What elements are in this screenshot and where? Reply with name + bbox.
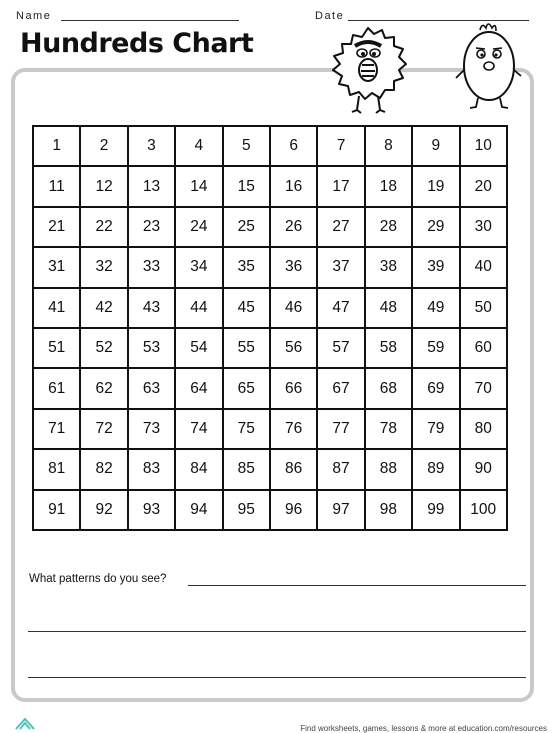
chart-row: [33, 126, 507, 166]
name-line[interactable]: [61, 20, 239, 21]
chart-cell: 24: [175, 207, 222, 247]
chart-cell: 5: [223, 126, 270, 166]
date-label: Date: [315, 10, 345, 22]
chart-cell: 2: [80, 126, 127, 166]
name-label: Name: [16, 10, 52, 22]
chart-cell: 14: [175, 166, 222, 206]
fuzzy-monster-icon: [322, 20, 414, 116]
chart-cell: 36: [270, 247, 317, 287]
chart-row: [33, 449, 507, 489]
chart-cell: 75: [223, 409, 270, 449]
chart-row: [33, 247, 507, 287]
chart-cell: 29: [412, 207, 459, 247]
chart-cell: 95: [223, 490, 270, 530]
chart-cell: 8: [365, 126, 412, 166]
chart-cell: 11: [33, 166, 80, 206]
chart-cell: 94: [175, 490, 222, 530]
chart-row: [33, 409, 507, 449]
footer-text: Find worksheets, games, lessons & more at education.com/resources: [300, 724, 547, 733]
chart-cell: 26: [270, 207, 317, 247]
chart-cell: 71: [33, 409, 80, 449]
chart-cell: 31: [33, 247, 80, 287]
answer-line-3[interactable]: [28, 677, 526, 678]
chart-cell: 88: [365, 449, 412, 489]
chart-cell: 32: [80, 247, 127, 287]
chart-cell: 38: [365, 247, 412, 287]
chart-cell: 53: [128, 328, 175, 368]
chart-cell: 84: [175, 449, 222, 489]
chart-cell: 30: [460, 207, 507, 247]
chart-cell: 45: [223, 288, 270, 328]
chart-cell: 62: [80, 368, 127, 408]
chart-cell: 70: [460, 368, 507, 408]
chart-cell: 51: [33, 328, 80, 368]
chart-row: [33, 328, 507, 368]
chart-cell: 91: [33, 490, 80, 530]
chart-cell: 86: [270, 449, 317, 489]
chart-cell: 54: [175, 328, 222, 368]
chart-cell: 96: [270, 490, 317, 530]
chart-cell: 67: [317, 368, 364, 408]
chart-cell: 20: [460, 166, 507, 206]
chart-cell: 4: [175, 126, 222, 166]
chart-cell: 21: [33, 207, 80, 247]
chart-cell: 58: [365, 328, 412, 368]
answer-line-1[interactable]: [188, 585, 526, 586]
chart-cell: 69: [412, 368, 459, 408]
education-logo-icon: [14, 716, 36, 730]
hundreds-chart-table: [32, 125, 508, 531]
chart-cell: 17: [317, 166, 364, 206]
chart-cell: 19: [412, 166, 459, 206]
chart-row: [33, 490, 507, 530]
chart-cell: 9: [412, 126, 459, 166]
chart-cell: 73: [128, 409, 175, 449]
chart-row: [33, 166, 507, 206]
chart-cell: 85: [223, 449, 270, 489]
chart-cell: 98: [365, 490, 412, 530]
chart-cell: 87: [317, 449, 364, 489]
chart-cell: 43: [128, 288, 175, 328]
chart-cell: 47: [317, 288, 364, 328]
chart-cell: 40: [460, 247, 507, 287]
chart-cell: 37: [317, 247, 364, 287]
chart-cell: 82: [80, 449, 127, 489]
chart-cell: 16: [270, 166, 317, 206]
chart-cell: 59: [412, 328, 459, 368]
chart-cell: 61: [33, 368, 80, 408]
chart-cell: 12: [80, 166, 127, 206]
chart-cell: 76: [270, 409, 317, 449]
chart-cell: 42: [80, 288, 127, 328]
chart-cell: 78: [365, 409, 412, 449]
chart-cell: 99: [412, 490, 459, 530]
chart-cell: 79: [412, 409, 459, 449]
chart-cell: 39: [412, 247, 459, 287]
chart-cell: 27: [317, 207, 364, 247]
chart-cell: 1: [33, 126, 80, 166]
chart-cell: 57: [317, 328, 364, 368]
chart-cell: 56: [270, 328, 317, 368]
chart-cell: 50: [460, 288, 507, 328]
chart-cell: 66: [270, 368, 317, 408]
chart-cell: 18: [365, 166, 412, 206]
chart-cell: 41: [33, 288, 80, 328]
chart-cell: 48: [365, 288, 412, 328]
chart-cell: 25: [223, 207, 270, 247]
chart-cell: 33: [128, 247, 175, 287]
patterns-question: What patterns do you see?: [29, 573, 167, 585]
chart-cell: 46: [270, 288, 317, 328]
chart-cell: 68: [365, 368, 412, 408]
chart-cell: 83: [128, 449, 175, 489]
chart-cell: 52: [80, 328, 127, 368]
chart-cell: 90: [460, 449, 507, 489]
chart-cell: 60: [460, 328, 507, 368]
chart-cell: 93: [128, 490, 175, 530]
chart-cell: 28: [365, 207, 412, 247]
page-title: Hundreds Chart: [20, 28, 254, 59]
chart-cell: 6: [270, 126, 317, 166]
chart-row: [33, 288, 507, 328]
chart-cell: 77: [317, 409, 364, 449]
answer-line-2[interactable]: [28, 631, 526, 632]
chart-cell: 22: [80, 207, 127, 247]
chart-cell: 63: [128, 368, 175, 408]
chart-cell: 89: [412, 449, 459, 489]
chart-cell: 44: [175, 288, 222, 328]
chart-cell: 81: [33, 449, 80, 489]
chart-cell: 97: [317, 490, 364, 530]
chart-cell: 10: [460, 126, 507, 166]
egg-monster-icon: [452, 18, 524, 110]
chart-cell: 13: [128, 166, 175, 206]
chart-cell: 34: [175, 247, 222, 287]
chart-cell: 100: [460, 490, 507, 530]
chart-cell: 55: [223, 328, 270, 368]
chart-row: [33, 207, 507, 247]
chart-cell: 74: [175, 409, 222, 449]
chart-cell: 65: [223, 368, 270, 408]
chart-cell: 3: [128, 126, 175, 166]
chart-cell: 23: [128, 207, 175, 247]
chart-cell: 35: [223, 247, 270, 287]
chart-cell: 92: [80, 490, 127, 530]
chart-cell: 80: [460, 409, 507, 449]
chart-cell: 64: [175, 368, 222, 408]
chart-cell: 15: [223, 166, 270, 206]
chart-row: [33, 368, 507, 408]
chart-cell: 72: [80, 409, 127, 449]
chart-cell: 7: [317, 126, 364, 166]
chart-cell: 49: [412, 288, 459, 328]
